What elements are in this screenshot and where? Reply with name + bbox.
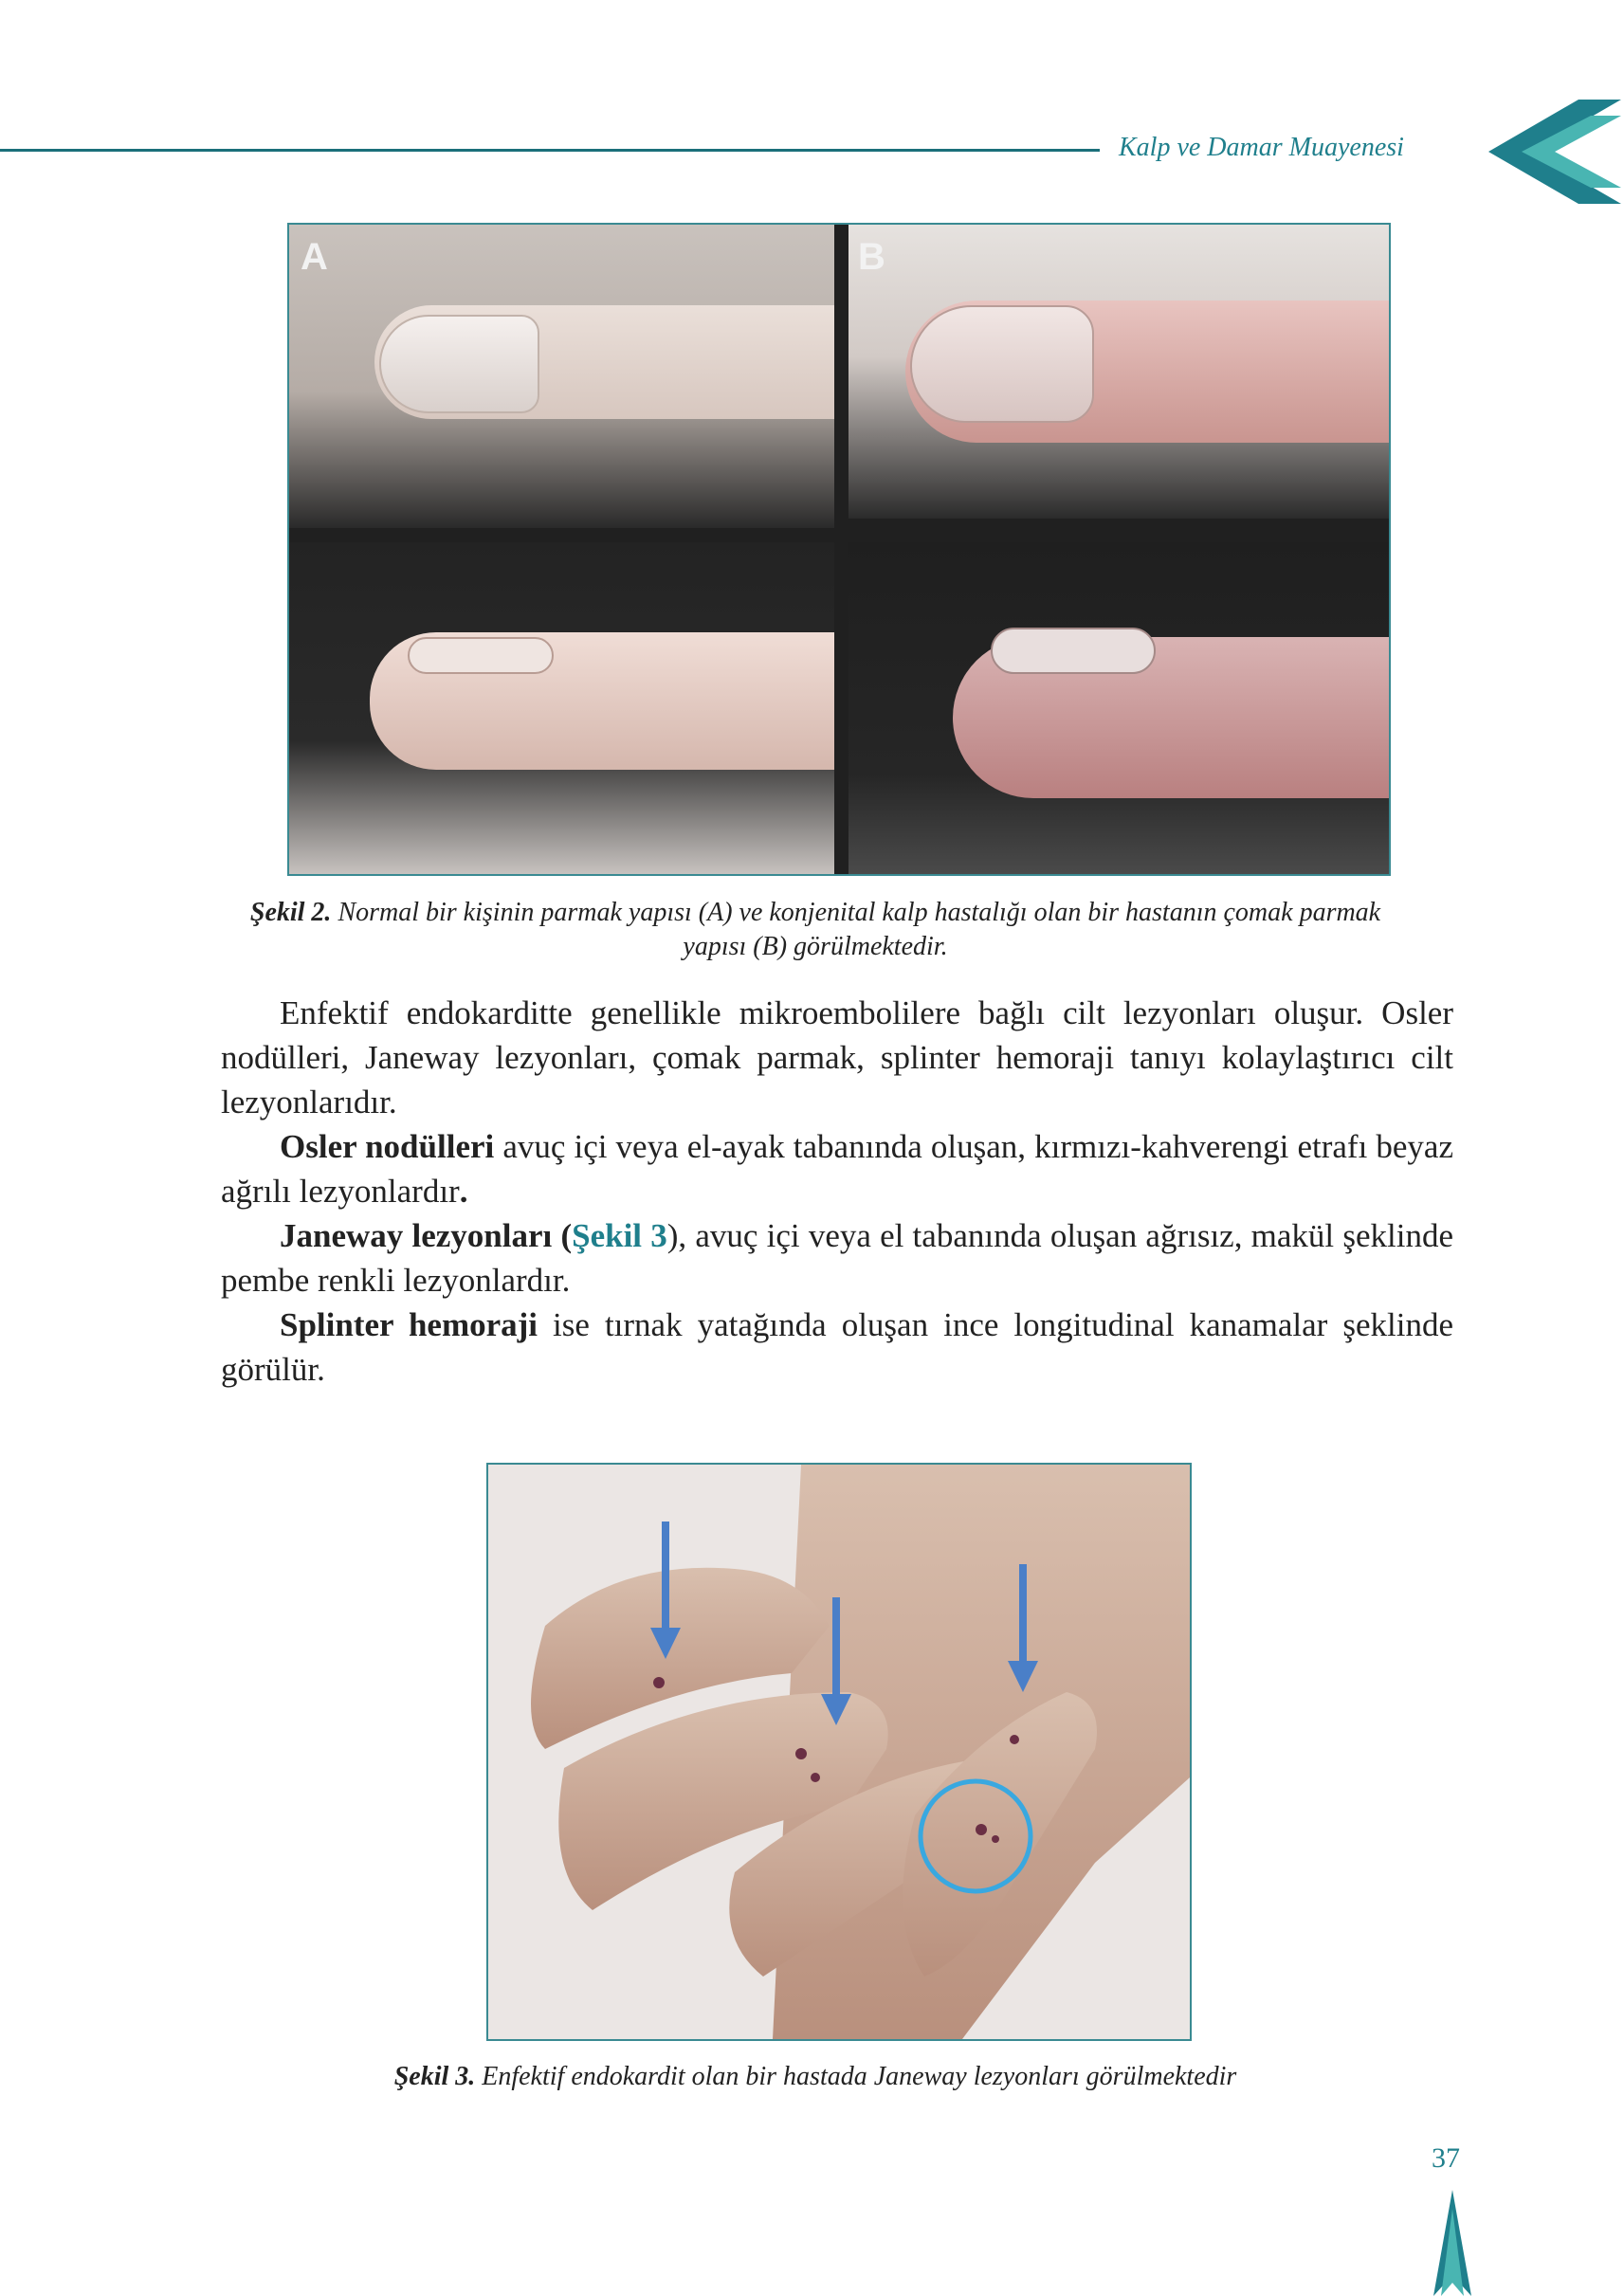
photo-normal-finger-top xyxy=(289,225,834,528)
term-osler: Osler nodülleri xyxy=(280,1128,495,1165)
photo-clubbed-finger-side xyxy=(848,542,1389,874)
janeway-description: ), avuç içi veya el tabanında oluşan ağrısız, makül şeklinde pembe renkli lezyonlardır. xyxy=(221,1217,1453,1299)
photo-normal-finger-side xyxy=(289,542,834,874)
figure-3-caption-text: Enfektif endokardit olan bir hastada Janeway lezyonları görülmektedir xyxy=(475,2062,1237,2091)
paragraph-splinter xyxy=(221,1303,1453,1392)
photo-hand-lesions xyxy=(488,1465,1190,2039)
figure-2-caption-label: Şekil 2. xyxy=(249,898,332,927)
splinter-description: ise tırnak yatağında oluşan ince longitudinal kanamalar şeklinde görülür. xyxy=(221,1306,1453,1388)
term-janeway: Janeway lezyonları xyxy=(280,1217,553,1254)
osler-period: . xyxy=(459,1173,468,1210)
figure-3-reference-link[interactable]: Şekil 3 xyxy=(572,1217,667,1254)
running-header-title: Kalp ve Damar Muayenesi xyxy=(1119,133,1404,162)
body-text xyxy=(221,991,1453,1392)
figure-janeway-lesions xyxy=(486,1463,1192,2041)
janeway-paren: ( xyxy=(552,1217,573,1254)
header-rule xyxy=(0,149,1100,152)
page-number: 37 xyxy=(1432,2142,1460,2174)
photo-clubbed-finger-top xyxy=(848,225,1389,519)
panel-a-label: A xyxy=(301,236,328,278)
osler-description: avuç içi veya el-ayak tabanında oluşan, kırmızı-kahverengi etrafı beyaz ağrılı lezyonlardır xyxy=(221,1128,1453,1210)
arrowhead-ornament-icon xyxy=(1433,2190,1471,2296)
figure-finger-comparison xyxy=(287,223,1391,876)
figure-2-caption xyxy=(228,896,1403,964)
term-splinter: Splinter hemoraji xyxy=(280,1306,538,1343)
paragraph-osler xyxy=(221,1124,1453,1213)
figure-3-caption xyxy=(228,2060,1403,2094)
chevron-logo-icon xyxy=(1479,95,1621,209)
paragraph-janeway xyxy=(221,1213,1453,1303)
figure-3-caption-label: Şekil 3. xyxy=(393,2062,476,2091)
panel-b-label: B xyxy=(858,236,885,278)
paragraph-intro: Enfektif endokarditte genellikle mikroembolilere bağlı cilt lezyonları oluşur. Osler nodülleri, Janeway lezyonları, çomak parmak, splinter hemoraji tanıyı kolaylaştırıcı cilt lezyonlarıdır. xyxy=(221,994,1453,1121)
figure-2-caption-text: Normal bir kişinin parmak yapısı (A) ve konjenital kalp hastalığı olan bir hastanın çomak parmak yapısı (B) görülmektedir. xyxy=(331,898,1381,961)
